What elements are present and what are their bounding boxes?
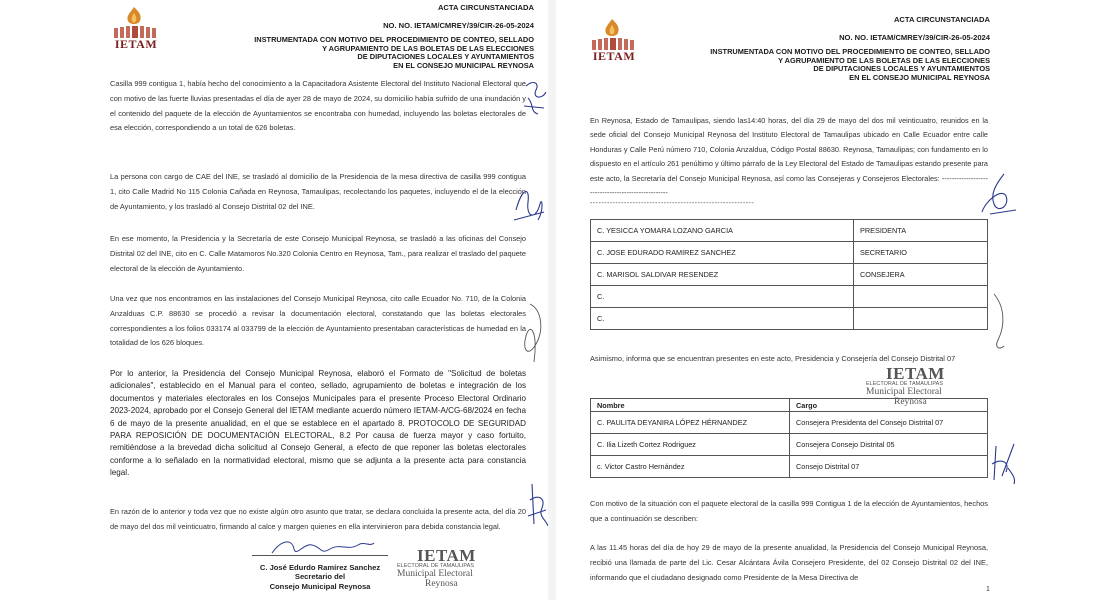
paragraph: En razón de lo anterior y toda vez que no existe algún otro asunto que tratar, se declara concluida la presente acta, del día 20 de mayo del dos mil veinticuatro, firmando al calce y margen quienes en ella intervinieron para debida constancia legal.: [110, 507, 526, 531]
table-row: [591, 220, 988, 242]
paragraph: En Reynosa, Estado de Tamaulipas, siendo las14:40 horas, del día 29 de mayo del dos mil veinticuatro, reunidos en la sede oficial del Consejo Municipal Reynosa del Instituto Electoral de Tamaulipas ubicado en Calle Ecuador entre calle Honduras y Calle Perú número 710, Colonia Anzaldua, Código Postal 88630. Reynosa, Tamaulipas; con fundamento en lo dispuesto en el artículo 261 penúltimo y último párrafo de la Ley Electoral del Estado de Tamaulipas estando presente para este acto, la Secretaría del Consejo Municipal Reynosa, así como las Consejeras y Consejeros Electorales: ---------------------------------------------------: [590, 116, 988, 198]
signature-block: [232, 563, 408, 591]
table-row: [591, 308, 988, 330]
attendee-role: Consejera Consejo Distrital 05: [790, 434, 988, 456]
member-name: C.: [591, 308, 854, 330]
paragraph: Asimismo, informa que se encuentran presentes en este acto, Presidencia y Consejería del Consejo Distrital 07: [590, 354, 956, 363]
table-row: [591, 286, 988, 308]
stamp-line: ELECTORAL DE TAMAULIPAS: [866, 381, 944, 387]
stamp-logo-text: IETAM: [886, 364, 945, 383]
signer-role: Secretario del: [294, 572, 346, 582]
ietam-stamp: [397, 546, 517, 589]
signer-body: Consejo Municipal Reynosa: [269, 581, 371, 591]
logo-text: IETAM: [114, 37, 158, 51]
attendee-name: C. Ilia Lizeth Cortez Rodriguez: [591, 434, 790, 456]
document-page-right: [556, 0, 1110, 600]
stamp-line: Reynosa: [894, 397, 927, 407]
member-role: PRESIDENTA: [854, 220, 988, 242]
attendee-name: C. PAULITA DEYANIRA LÓPEZ HÉRNANDEZ: [591, 412, 790, 434]
council-members-table: [590, 219, 988, 330]
header-line: Y AGRUPAMIENTO DE LAS BOLETAS DE LAS ELECCIONES: [322, 43, 534, 53]
stamp-line: Reynosa: [425, 579, 458, 589]
member-name: C. YESICCA YOMARA LOZANO GARCIA: [591, 220, 854, 242]
ietam-logo: [108, 6, 164, 56]
attendee-role: Consejo Distrital 07: [790, 456, 988, 478]
signature-mark: [976, 170, 1020, 224]
paragraph: La persona con cargo de CAE del INE, se trasladó al domicilio de la Presidencia de la mesa directiva de casilla 999 contigua 1, cito Calle Madrid No 115 Colonia Cañada en Reynosa, Tamaulipas, recolectando los paquetes, incluyendo el de la elección de Ayuntamiento, y los trasladó al Consejo Distrital 02 del INE.: [110, 172, 526, 211]
paragraph: Por lo anterior, la Presidencia del Consejo Municipal Reynosa, elaboró el Formato de "Solicitud de boletas adicionales", establecido en el Manual para el conteo, sellado, agrupamiento de boletas e integración de los documentos y materiales electorales en los Consejos Municipales para el presente Proceso Electoral Ordinario 2023-2024, aprobado por el Consejo General del IETAM mediante acuerdo número IETAM-A/CG-68/2024 en fecha 6 de mayo de la presente anualidad, en el que se establece en el apartado 8. PROTOCOLO DE SEGURIDAD PARA REPOSICIÓN DE DOCUMENTACIÓN ELECTORAL, 8.2 Por causa de fuerza mayor y caso fortuito, remitiéndose a la brevedad dicha solicitud al Consejo General, a efecto de que reponer las boletas electorales conforme a lo señalado en la normatividad electoral, mismo que se adjunta a la presente acta para constancia legal.: [110, 369, 526, 478]
paragraph: En ese momento, la Presidencia y la Secretaría de este Consejo Municipal Reynosa, se trasladó a las oficinas del Consejo Distrital 02 del INE, cito en C. Calle Matamoros No.320 Colonia Centro en Reynosa, Tam., para realizar el traslado del paquete electoral de la elección de Ayuntamiento.: [110, 234, 526, 273]
attendee-role: Consejera Presidenta del Consejo Distrital 07: [790, 412, 988, 434]
header-line: EN EL CONSEJO MUNICIPAL REYNOSA: [849, 72, 990, 82]
paragraph: Una vez que nos encontramos en las instalaciones del Consejo Municipal Reynosa, cito calle Ecuador No. 710, de la Colonia Anzalduas C.P. 88630 se procedió a revisar la documentación electoral, constatando que las boletas electorales correspondientes a los folios 033174 al 033799 de la elección de Ayuntamiento presentaban características de humedad en la totalidad de los 626 bloques.: [110, 294, 526, 348]
signature-mark: [988, 440, 1018, 486]
ietam-stamp: [866, 364, 986, 407]
signature-mark: [986, 290, 1010, 354]
signature-mark: [510, 180, 548, 228]
header-line: INSTRUMENTADA CON MOTIVO DEL PROCEDIMIENTO DE CONTEO, SELLADO: [710, 47, 990, 57]
stamp-line: ELECTORAL DE TAMAULIPAS: [397, 563, 475, 569]
document-header: [194, 4, 534, 71]
table-row: [591, 264, 988, 286]
member-name: C.: [591, 286, 854, 308]
paragraph: A las 11.45 horas del día de hoy 29 de mayo de la presente anualidad, la Presidencia del Consejo Municipal Reynosa, recibió una llamada de parte del Lic. Cesar Alcántara Ávila Consejero Presidente, del 02 Consejo Distrital 02 del INE, informando que el ciudadano designado como Presidente de la Mesa Directiva de: [590, 543, 988, 582]
table-row: [591, 434, 988, 456]
paragraph: Casilla 999 contigua 1, había hecho del conocimiento a la Capacitadora Asistente Electoral del Instituto Nacional Electoral que con motivo de las fuerte lluvias presentadas el día de ayer 28 de mayo de 2024, su domicilio había sufrido de una inundación y el contenido del paquete de la elección de Ayuntamientos se encontraba con humedad, incluyendo las boletas electorales de esa elección, correspondiendo a un total de 626 boletas.: [110, 79, 526, 133]
document-header: [650, 16, 990, 83]
member-name: C. MARISOL SALDIVAR RESENDEZ: [591, 264, 854, 286]
attendee-name: c. Victor Castro Hernández: [591, 456, 790, 478]
ietam-logo: [586, 18, 642, 68]
column-header: Nombre: [591, 399, 790, 412]
signature-mark: [516, 300, 548, 370]
stamp-logo-text: IETAM: [417, 546, 476, 565]
header-line: DE DIPUTACIONES LOCALES Y AYUNTAMIENTOS: [813, 64, 990, 74]
acta-number: NO. NO. IETAM/CMREY/39/CIR-26-05-2024: [383, 20, 534, 30]
signature-mark: [526, 480, 548, 532]
page-number: 1: [986, 586, 990, 593]
document-page-left: [0, 0, 548, 600]
column-header: Cargo: [790, 399, 988, 412]
stamp-line: Municipal Electoral: [866, 387, 942, 397]
member-role: [854, 308, 988, 330]
stamp-line: Municipal Electoral: [397, 569, 473, 579]
paragraph: Con motivo de la situación con el paquete electoral de la casilla 999 Contigua 1 de la elección de Ayuntamientos, hechos que a continuación se describen:: [590, 499, 988, 523]
page-gutter: [548, 0, 556, 600]
member-role: [854, 286, 988, 308]
member-role: CONSEJERA: [854, 264, 988, 286]
acta-title: ACTA CIRCUNSTANCIADA: [437, 3, 534, 12]
initials-mark: [522, 78, 548, 118]
logo-text: IETAM: [592, 49, 636, 63]
header-line: INSTRUMENTADA CON MOTIVO DEL PROCEDIMIENTO DE CONTEO, SELLADO: [254, 35, 534, 45]
signature-mark: [268, 535, 378, 559]
header-line: Y AGRUPAMIENTO DE LAS BOLETAS DE LAS ELECCIONES: [778, 55, 990, 65]
header-line: EN EL CONSEJO MUNICIPAL REYNOSA: [393, 60, 534, 70]
member-name: C. JOSE EDURADO RAMIREZ SANCHEZ: [591, 242, 854, 264]
separator-dashes: ----------------------------------------------------------: [590, 200, 755, 207]
signer-name: C. José Edurdo Ramírez Sanchez: [259, 563, 381, 572]
table-row: [591, 242, 988, 264]
district-council-table: [590, 398, 988, 478]
member-role: SECRETARIO: [854, 242, 988, 264]
acta-title: ACTA CIRCUNSTANCIADA: [893, 15, 990, 24]
header-line: DE DIPUTACIONES LOCALES Y AYUNTAMIENTOS: [357, 52, 534, 62]
table-row: [591, 412, 988, 434]
acta-number: NO. NO. IETAM/CMREY/39/CIR-26-05-2024: [839, 32, 990, 42]
table-row: [591, 456, 988, 478]
